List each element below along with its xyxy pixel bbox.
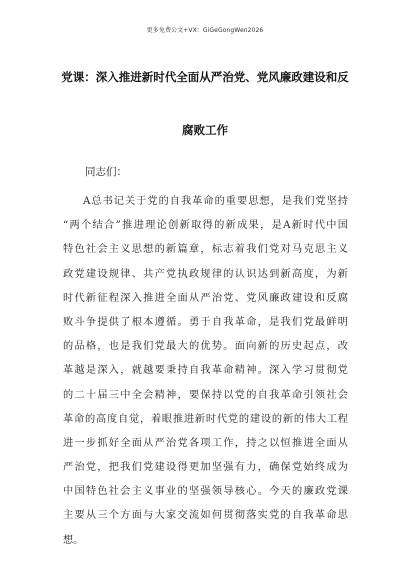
body-line: 中国特色社会主义事业的坚强领导核心。今天的廉政党课 [63,486,348,498]
body-line: 的品格，也是我们党最大的优势。面向新的历史起点，改 [63,341,348,353]
body-line: 特色社会主义思想的新篇章，标志着我们党对马克思主义 [63,244,348,256]
body-line: “两个结合”推进理论创新取得的新成果，是A新时代中国 [63,220,348,232]
document-title-line-2: 腐败工作 [182,123,228,137]
body-line: 的二十届三中全会精神，要保持以党的自我革命引领社会 [63,389,348,401]
body-line: 败斗争提供了根本遵循。勇于自我革命，是我们党最鲜明 [63,316,348,328]
body-line: 革命的高度自觉，着眼推进新时代党的建设的新的伟大工程 [63,413,348,425]
document-title-line-1: 党课：深入推进新时代全面从严治党、党风廉政建设和反 [61,70,349,84]
body-line: A总书记关于党的自我革命的重要思想，是我们党坚持 [83,196,348,207]
greeting: 同志们： [85,166,127,178]
body-line: 想。 [63,534,84,546]
body-line: 主要从三个方面与大家交流如何贯彻落实党的自我革命思 [63,510,348,522]
body-paragraph [63,190,348,553]
body-line: 进一步抓好全面从严治党各项工作，持之以恒推进全面从 [63,437,348,449]
body-line: 政党建设规律、共产党执政规律的认识达到新高度，为新 [63,268,348,280]
body-line: 革越是深入，就越要秉持自我革命精神。深入学习贯彻党 [63,365,348,377]
header-note: 更多免费公文+VX：GiGeGongWen2026 [146,27,264,34]
body-line: 严治党，把我们党建设得更加坚强有力，确保党始终成为 [63,462,348,474]
body-line: 时代新征程深入推进全面从严治党、党风廉政建设和反腐 [63,292,348,304]
